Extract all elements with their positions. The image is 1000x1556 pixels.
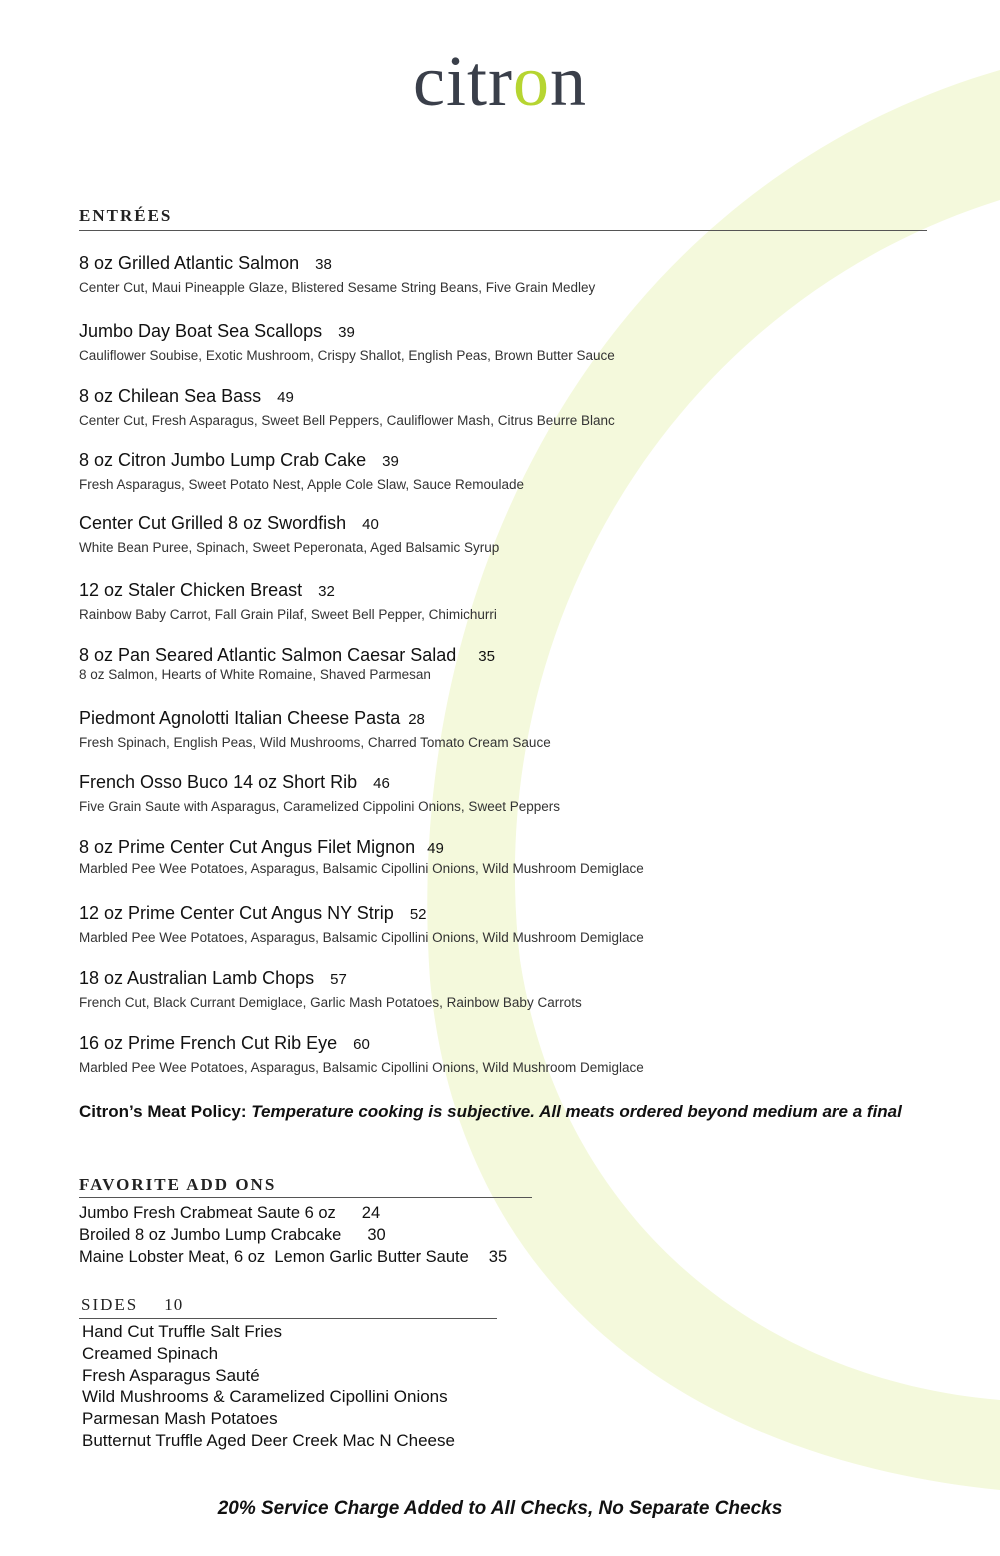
entree-item [79,708,551,750]
entree-description: Marbled Pee Wee Potatoes, Asparagus, Balsamic Cipollini Onions, Wild Mushroom Demiglace [79,861,644,876]
entree-item [79,580,497,622]
addon-item [79,1224,507,1246]
entree-description: Center Cut, Maui Pineapple Glaze, Blistered Sesame String Beans, Five Grain Medley [79,280,596,295]
entree-description: Marbled Pee Wee Potatoes, Asparagus, Balsamic Cipollini Onions, Wild Mushroom Demiglace [79,930,644,945]
sides-price: 10 [164,1295,184,1314]
entree-description: French Cut, Black Currant Demiglace, Garlic Mash Potatoes, Rainbow Baby Carrots [79,995,582,1010]
addons-list [79,1202,507,1268]
entree-name: 8 oz Grilled Atlantic Salmon [79,253,300,273]
entree-description: Five Grain Saute with Asparagus, Caramelized Cippolini Onions, Sweet Peppers [79,799,560,814]
sides-heading [81,1295,183,1315]
addon-item [79,1246,507,1268]
entree-price: 38 [315,256,332,273]
entree-name: Center Cut Grilled 8 oz Swordfish [79,513,347,533]
entree-name: Piedmont Agnolotti Italian Cheese Pasta [79,708,401,728]
entree-item [79,968,582,1010]
entree-description: Marbled Pee Wee Potatoes, Asparagus, Balsamic Cipollini Onions, Wild Mushroom Demiglace [79,1060,644,1075]
entree-item [79,253,595,295]
logo-text-start: citr [413,41,513,121]
entree-name: 18 oz Australian Lamb Chops [79,968,315,988]
meat-policy-text: Temperature cooking is subjective. All meats ordered beyond medium are a final [251,1102,902,1121]
entrees-rule [79,230,927,231]
entree-price: 40 [362,516,379,533]
sides-rule [79,1318,497,1319]
addon-price: 24 [361,1204,381,1222]
entree-name: 8 oz Pan Seared Atlantic Salmon Caesar Salad [79,645,457,665]
entree-description: Fresh Asparagus, Sweet Potato Nest, Apple Cole Slaw, Sauce Remoulade [79,477,525,492]
entree-price: 28 [408,711,425,728]
logo-text-o: o [512,41,550,121]
entree-name: 8 oz Citron Jumbo Lump Crab Cake [79,450,367,470]
entrees-heading: ENTRÉES [79,206,173,225]
entree-name: 12 oz Prime Center Cut Angus NY Strip [79,903,394,923]
entree-price: 32 [318,583,335,600]
sides-title: SIDES [81,1295,139,1314]
side-item: Wild Mushrooms & Caramelized Cipollini Onions [82,1387,448,1407]
logo-text-end: n [549,41,587,121]
addons-heading: FAVORITE ADD ONS [79,1175,277,1194]
entree-item [79,450,524,492]
addon-name: Jumbo Fresh Crabmeat Saute 6 oz [79,1204,336,1222]
entree-price: 49 [277,389,294,406]
side-item: Fresh Asparagus Sauté [82,1365,260,1385]
entree-price: 39 [338,324,355,341]
citron-logo [0,40,1000,123]
entree-name: 8 oz Prime Center Cut Angus Filet Mignon [79,837,416,857]
entree-item [79,513,499,555]
side-item: Parmesan Mash Potatoes [82,1409,278,1429]
addon-price: 30 [367,1226,386,1244]
entree-price: 49 [427,840,444,857]
entree-price: 46 [373,775,390,792]
entree-price: 39 [382,453,399,470]
entree-price: 60 [353,1036,370,1053]
side-item: Butternut Truffle Aged Deer Creek Mac N Cheese [82,1430,455,1450]
entree-name: 12 oz Staler Chicken Breast [79,580,303,600]
meat-policy [79,1102,902,1122]
entree-description: Cauliflower Soubise, Exotic Mushroom, Crispy Shallot, English Peas, Brown Butter Sauce [79,348,615,363]
entree-item [79,386,615,428]
entree-item [79,772,560,814]
side-item: Hand Cut Truffle Salt Fries [82,1322,282,1341]
addon-name: Maine Lobster Meat, 6 oz Lemon Garlic Butter Saute [79,1248,469,1266]
entree-name: 8 oz Chilean Sea Bass [79,386,262,406]
entree-item [79,837,644,876]
side-item: Creamed Spinach [82,1343,219,1363]
entree-description: White Bean Puree, Spinach, Sweet Peperonata, Aged Balsamic Syrup [79,540,500,555]
meat-policy-label: Citron’s Meat Policy: [79,1102,247,1121]
entree-item [79,645,495,682]
entree-name: 16 oz Prime French Cut Rib Eye [79,1033,338,1053]
entree-price: 35 [478,648,495,665]
addon-price: 35 [488,1248,508,1266]
sides-list [82,1321,455,1452]
entree-name: Jumbo Day Boat Sea Scallops [79,321,323,341]
entree-item [79,1033,644,1075]
entree-price: 52 [409,906,427,923]
addon-name: Broiled 8 oz Jumbo Lump Crabcake [79,1226,342,1244]
entree-price: 57 [330,971,347,988]
entree-item [79,903,644,945]
entree-description: Fresh Spinach, English Peas, Wild Mushrooms, Charred Tomato Cream Sauce [79,735,551,750]
entree-description: Center Cut, Fresh Asparagus, Sweet Bell Peppers, Cauliflower Mash, Citrus Beurre Blanc [79,413,615,428]
entree-description: Rainbow Baby Carrot, Fall Grain Pilaf, Sweet Bell Pepper, Chimichurri [79,607,497,622]
entree-name: French Osso Buco 14 oz Short Rib [79,772,358,792]
entree-item [79,321,615,363]
addon-item [79,1202,507,1224]
addons-rule [79,1197,532,1198]
entree-description: 8 oz Salmon, Hearts of White Romaine, Shaved Parmesan [79,667,431,682]
service-charge-note: 20% Service Charge Added to All Checks, No Separate Checks [217,1498,783,1519]
